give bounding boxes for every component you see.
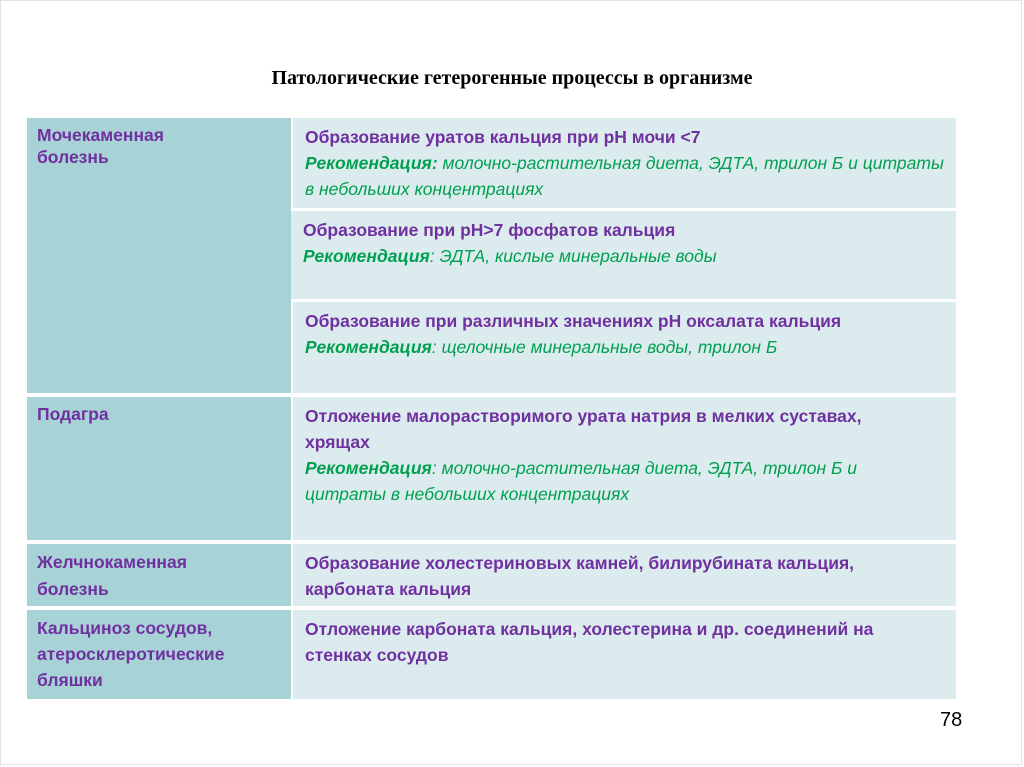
disease-cell — [27, 610, 291, 699]
process-description: Образование при рН>7 фосфатов кальция — [303, 220, 676, 240]
disease-cell — [27, 397, 291, 540]
recommendation — [305, 150, 946, 202]
process-description: Отложение карбоната кальция, холестерина и др. соединений на стенках сосудов — [305, 619, 874, 665]
recommendation-text: : молочно-растительная диета, ЭДТА, трилон Б и цитраты в небольших концентрациях — [305, 458, 857, 504]
process-cell — [293, 118, 956, 208]
process-cell — [293, 397, 956, 540]
recommendation-label: Рекомендация — [303, 246, 430, 266]
recommendation-text: : щелочные минеральные воды, трилон Б — [431, 337, 778, 357]
recommendation-label: Рекомендация: — [305, 153, 438, 173]
recommendation-text: молочно-растительная диета, ЭДТА, трилон Б и цитраты в небольших концентрациях — [305, 153, 944, 199]
process-description: Образование уратов кальция при рН мочи <7 — [305, 127, 701, 147]
disease-cell — [27, 118, 291, 393]
disease-name: Мочекаменная болезнь — [37, 125, 164, 167]
disease-cell — [27, 544, 291, 606]
process-description: Образование при различных значениях рН оксалата кальция — [305, 311, 842, 331]
process-cell — [293, 610, 956, 699]
recommendation-label: Рекомендация — [305, 458, 432, 478]
recommendation — [305, 455, 915, 507]
recommendation — [303, 243, 946, 269]
disease-name: Подагра — [37, 404, 109, 424]
disease-name: Кальциноз сосудов, атеросклеротические бляшки — [37, 618, 225, 690]
disease-name: Желчнокаменная болезнь — [37, 552, 187, 599]
recommendation-label: Рекомендация — [305, 337, 432, 357]
process-description: Образование холестериновых камней, билирубината кальция, карбоната кальция — [305, 553, 855, 599]
process-description: Отложение малорастворимого урата натрия в мелких суставах, хрящах — [305, 406, 862, 452]
page-number: 78 — [940, 709, 963, 731]
slide-title: Патологические гетерогенные процессы в организме — [271, 67, 753, 89]
recommendation-text: : ЭДТА, кислые минеральные воды — [429, 246, 717, 266]
process-cell — [293, 302, 956, 393]
recommendation — [305, 334, 946, 360]
process-cell — [293, 544, 956, 606]
process-cell — [291, 211, 956, 299]
